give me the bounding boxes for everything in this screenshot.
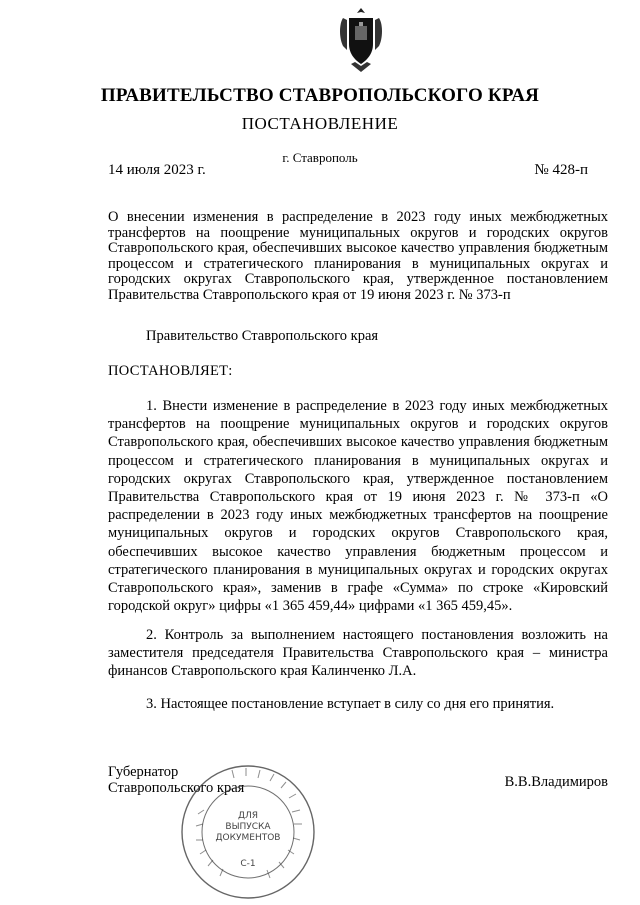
document-type: ПОСТАНОВЛЕНИЕ (241, 114, 399, 133)
coat-of-arms-icon (337, 6, 385, 76)
resolves-heading: ПОСТАНОВЛЯЕТ: (108, 363, 233, 379)
paragraph-3: 3. Настоящее постановление вступает в силу со дня его принятия. (146, 696, 555, 712)
intro-line: Правительство Ставропольского края (146, 328, 379, 344)
stamp-line-3: ДОКУМЕНТОВ (215, 833, 281, 843)
document-date: 14 июля 2023 г. (108, 162, 206, 178)
document-city: г. Ставрополь (282, 150, 358, 165)
official-stamp (178, 762, 318, 902)
stamp-code: С-1 (240, 859, 256, 869)
signatory-role-line-1: Губернатор (108, 764, 179, 780)
stamp-line-1: ДЛЯ (237, 811, 259, 821)
paragraph-1: 1. Внести изменение в распределение в 2023 году иных межбюджетных трансфертов на поощрение муниципальных округов и городских округов Ставропольского края, обеспечивших высокое качество управления бюджетным процессом и стратегического планирования в муниципальных округах и городских округах Ставропольского края, утвержденное постановлением Правительства Ставропольского края от 19 июня 2023 г. № 373-п «О распределении в 2023 году иных межбюджетных трансфертов на поощрение муниципальных округов и городских округов Ставропольского края, обеспечивших высокое качество управления бюджетным процессом и стратегического планирования в муниципальных округах и городских округах Ставропольского края», заменив в графе «Сумма» по строке «Кировский городской округ» цифры «1 365 459,44» цифрами «1 365 459,45». (108, 398, 608, 615)
signatory-role-line-2: Ставропольского края (108, 780, 245, 796)
government-title: ПРАВИТЕЛЬСТВО СТАВРОПОЛЬСКОГО КРАЯ (100, 85, 540, 106)
document-subject: О внесении изменения в распределение в 2023 году иных межбюджетных трансфертов на поощрение муниципальных округов и городских округов Ставропольского края, обеспечивших высокое качество управления бюджетным процессом и стратегического планирования в муниципальных округах и городских округах Ставропольского края, утвержденное постановлением Правительства Ставропольского края от 19 июня 2023 г. № 373-п (108, 209, 608, 303)
stamp-line-2: ВЫПУСКА (225, 822, 271, 832)
signatory-name: В.В.Владимиров (504, 774, 608, 790)
document-number: № 428-п (534, 162, 588, 178)
paragraph-2: 2. Контроль за выполнением настоящего постановления возложить на заместителя председателя Правительства Ставропольского края – министра финансов Ставропольского края Калинченко Л.А. (108, 627, 608, 680)
